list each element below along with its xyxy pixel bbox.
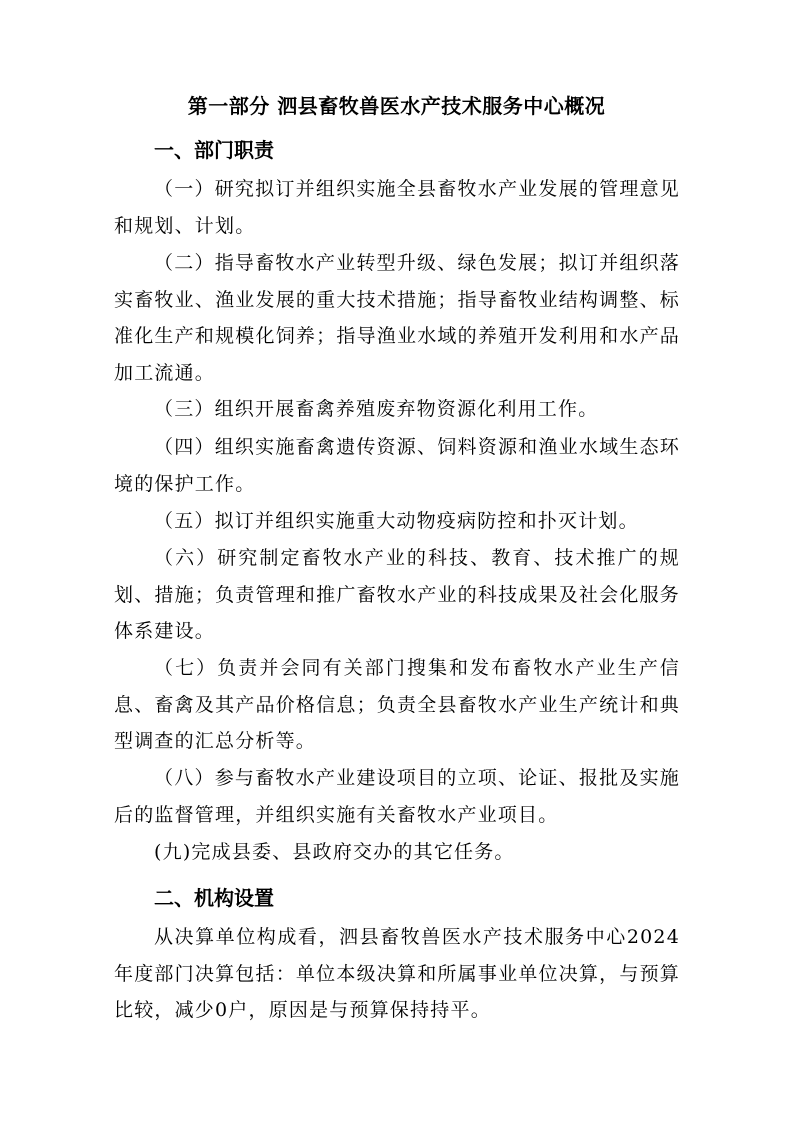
section-heading-duties: 一、部门职责 bbox=[154, 138, 274, 162]
duty-item-4: （四）组织实施畜禽遗传资源、饲料资源和渔业水域生态环境的保护工作。 bbox=[114, 436, 680, 495]
duty-item-3: （三）组织开展畜禽养殖废弃物资源化利用工作。 bbox=[154, 398, 599, 420]
duty-item-7: （七）负责并会同有关部门搜集和发布畜牧水产业生产信息、畜禽及其产品价格信息；负责全县畜牧水产业生产统计和典型调查的汇总分析等。 bbox=[114, 657, 680, 753]
duty-item-8: （八）参与畜牧水产业建设项目的立项、论证、报批及实施后的监督管理，并组织实施有关畜牧水产业项目。 bbox=[114, 767, 680, 826]
section-heading-organization: 二、机构设置 bbox=[154, 886, 274, 910]
duty-item-9: (九)完成县委、县政府交办的其它任务。 bbox=[154, 841, 515, 863]
duty-item-1: （一）研究拟订并组织实施全县畜牧水产业发展的管理意见和规划、计划。 bbox=[114, 178, 680, 237]
organization-paragraph: 从决算单位构成看，泗县畜牧兽医水产技术服务中心2024年度部门决算包括：单位本级决算和所属事业单位决算，与预算比较，减少0户，原因是与预算保持持平。 bbox=[114, 926, 680, 1022]
page-title: 第一部分 泗县畜牧兽医水产技术服务中心概况 bbox=[187, 94, 606, 118]
duty-item-5: （五）拟订并组织实施重大动物疫病防控和扑灭计划。 bbox=[154, 510, 639, 532]
duty-item-2: （二）指导畜牧水产业转型升级、绿色发展；拟订并组织落实畜牧业、渔业发展的重大技术措施；指导畜牧业结构调整、标准化生产和规模化饲养；指导渔业水域的养殖开发利用和水产品加工流通。 bbox=[114, 252, 680, 384]
duty-item-6: （六）研究制定畜牧水产业的科技、教育、技术推广的规划、措施；负责管理和推广畜牧水产业的科技成果及社会化服务体系建设。 bbox=[114, 547, 680, 643]
